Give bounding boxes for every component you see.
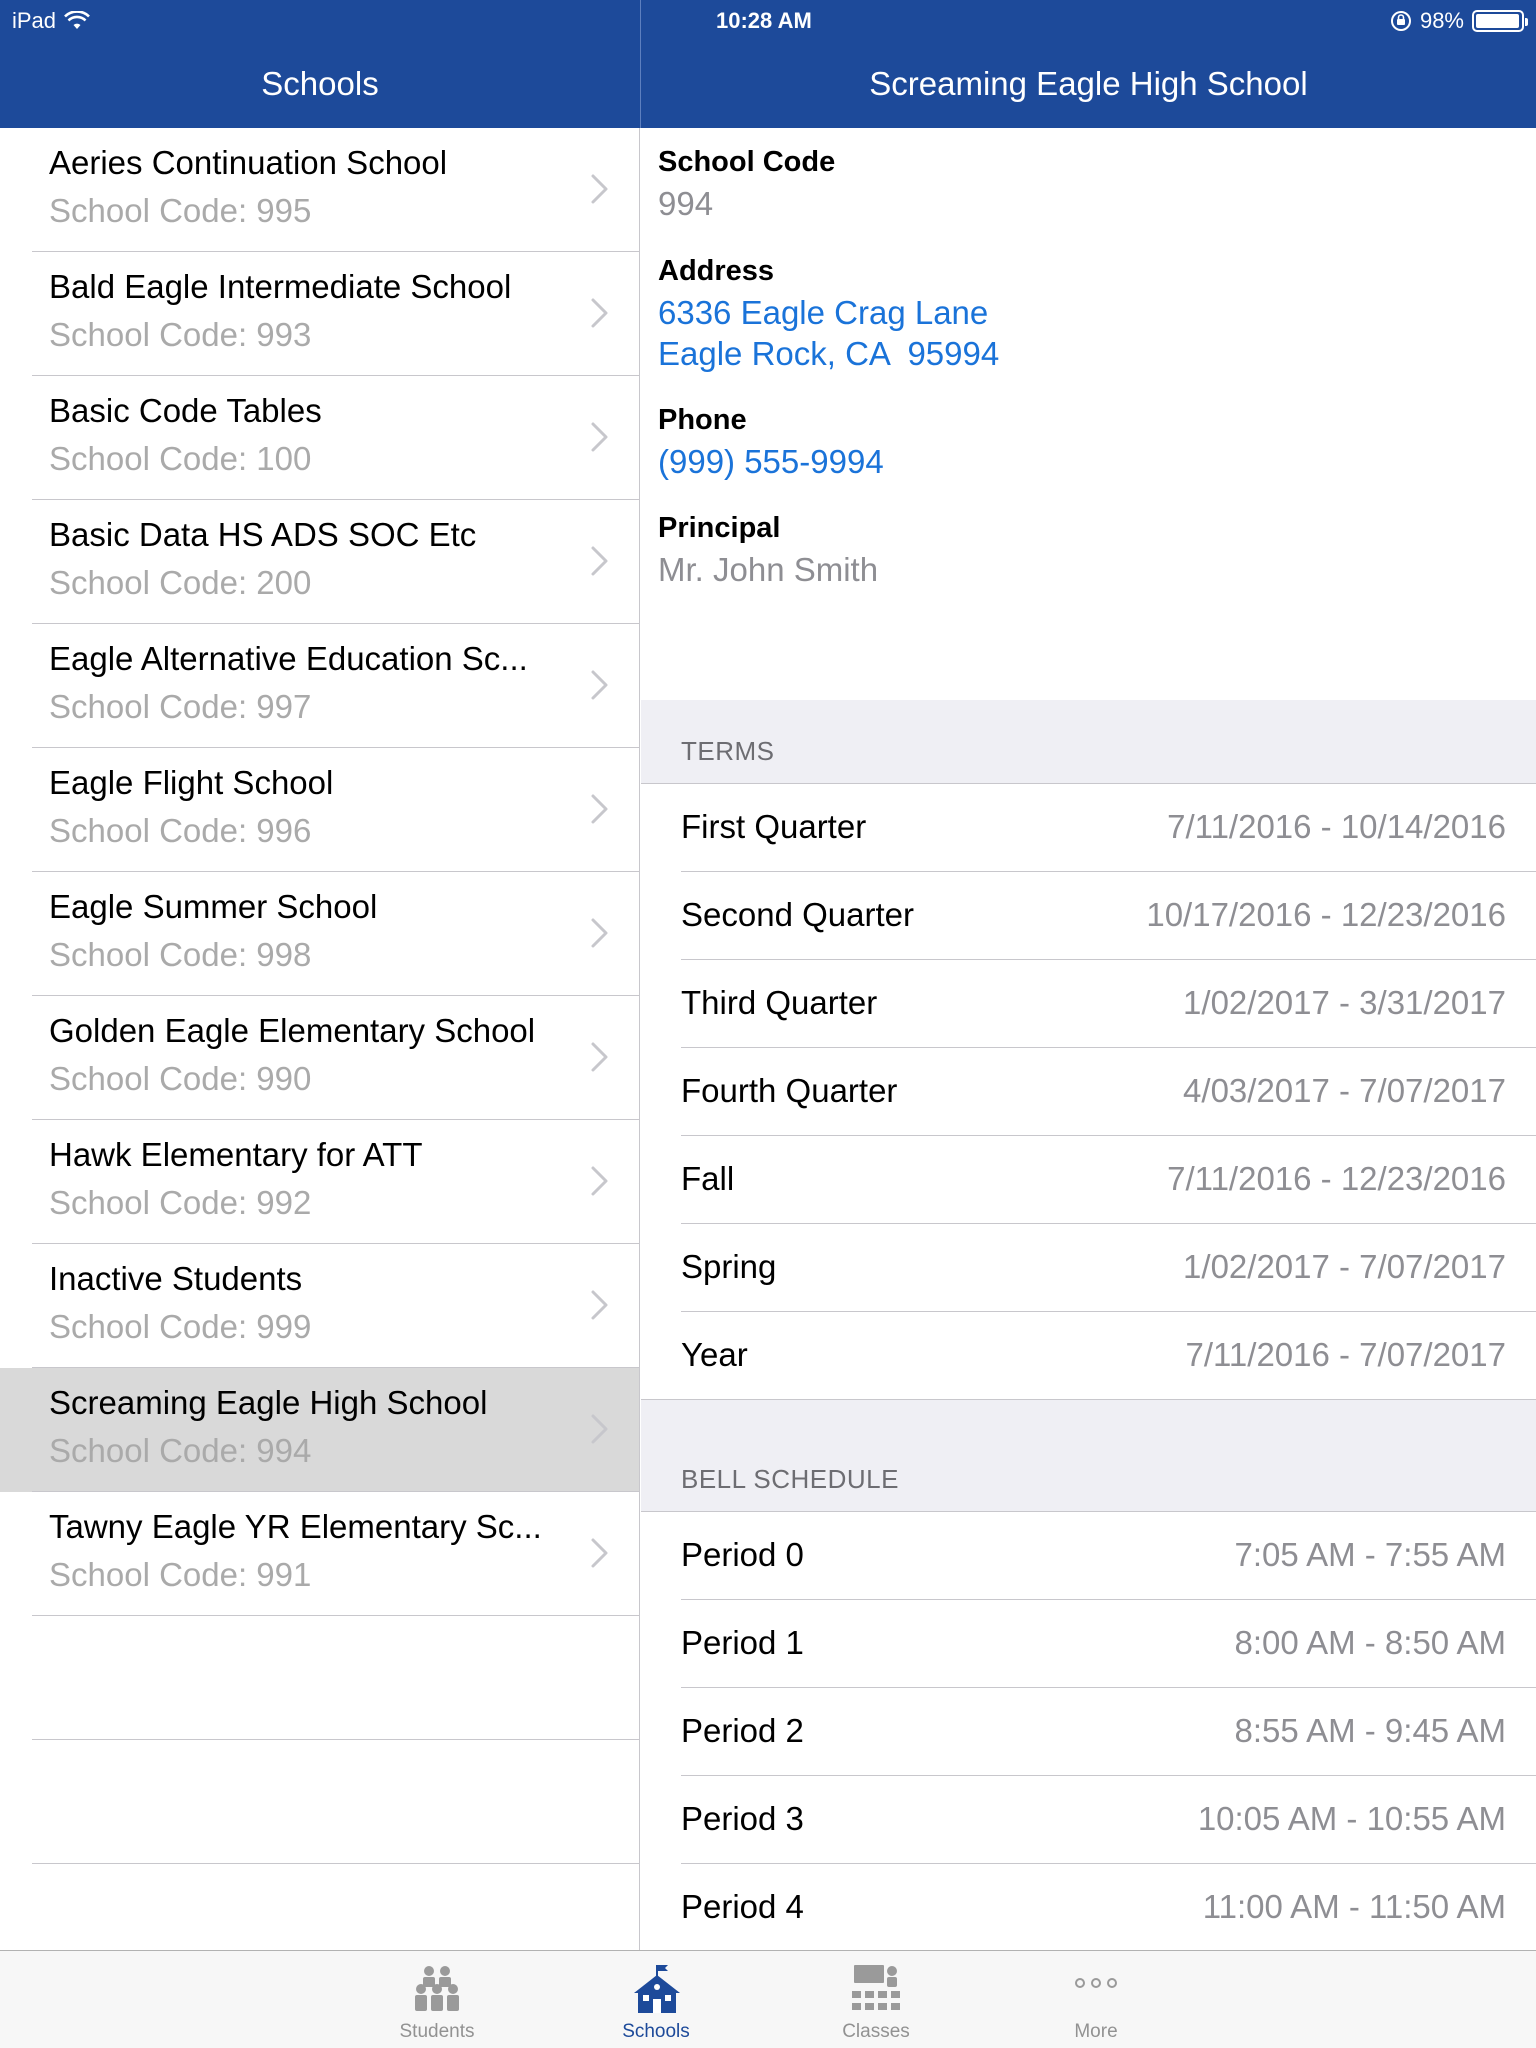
chevron-right-icon — [589, 420, 611, 454]
school-name: Basic Code Tables — [49, 392, 322, 429]
term-row-range: 7/11/2016 - 7/07/2017 — [1185, 1336, 1506, 1373]
school-code: School Code: 999 — [49, 1308, 312, 1345]
bell-schedule-list — [641, 1512, 1536, 1950]
term-row — [641, 1136, 1536, 1224]
tab-more-label: More — [1074, 2021, 1118, 2042]
school-row[interactable] — [0, 376, 639, 500]
term-row-range: 7/11/2016 - 12/23/2016 — [1167, 1160, 1506, 1197]
phone-link[interactable]: (999) 555-9994 — [658, 443, 884, 480]
tab-students-label: Students — [399, 2021, 475, 2042]
school-row[interactable] — [0, 1368, 639, 1492]
school-code: School Code: 996 — [49, 812, 312, 849]
school-code: School Code: 997 — [49, 688, 312, 725]
tab-classes[interactable] — [791, 1951, 961, 2048]
period-row — [641, 1512, 1536, 1600]
term-row-range: 7/11/2016 - 10/14/2016 — [1167, 808, 1506, 845]
school-row[interactable] — [0, 500, 639, 624]
address-line1-link[interactable]: 6336 Eagle Crag Lane — [658, 294, 989, 331]
tab-schools[interactable] — [571, 1951, 741, 2048]
school-row[interactable] — [0, 252, 639, 376]
school-code: School Code: 100 — [49, 440, 312, 477]
chevron-right-icon — [589, 792, 611, 826]
bell-header-label: BELL SCHEDULE — [681, 1464, 899, 1494]
school-name: Eagle Alternative Education Sc... — [49, 640, 528, 677]
terms-list — [641, 784, 1536, 1400]
period-row — [641, 1864, 1536, 1950]
status-right — [1390, 8, 1524, 34]
term-row-range: 1/02/2017 - 3/31/2017 — [1183, 984, 1506, 1021]
battery-icon — [1472, 10, 1524, 32]
chevron-right-icon — [589, 1040, 611, 1074]
term-row — [641, 1224, 1536, 1312]
school-code: School Code: 998 — [49, 936, 312, 973]
school-code: School Code: 995 — [49, 192, 312, 229]
term-row-name: Year — [681, 1336, 748, 1373]
period-row-name: Period 4 — [681, 1888, 804, 1925]
period-row-range: 7:05 AM - 7:55 AM — [1234, 1536, 1506, 1573]
chevron-right-icon — [589, 1536, 611, 1570]
term-row-name: Third Quarter — [681, 984, 878, 1021]
period-row-range: 10:05 AM - 10:55 AM — [1197, 1800, 1506, 1837]
wifi-icon — [64, 11, 90, 31]
school-name: Aeries Continuation School — [49, 144, 448, 181]
tab-schools-label: Schools — [622, 2021, 690, 2042]
period-row-range: 8:55 AM - 9:45 AM — [1234, 1712, 1506, 1749]
school-code-block — [658, 146, 1520, 225]
school-row[interactable] — [0, 748, 639, 872]
term-row-range: 10/17/2016 - 12/23/2016 — [1146, 896, 1506, 933]
school-row[interactable] — [0, 624, 639, 748]
chevron-right-icon — [589, 1164, 611, 1198]
empty-row — [0, 1616, 639, 1740]
school-row[interactable] — [0, 128, 639, 252]
school-name: Inactive Students — [49, 1260, 303, 1297]
schools-icon — [626, 1963, 686, 2015]
school-code: School Code: 992 — [49, 1184, 312, 1221]
period-row-range: 8:00 AM - 8:50 AM — [1234, 1624, 1506, 1661]
school-code: School Code: 994 — [49, 1432, 312, 1469]
status-time: 10:28 AM — [716, 8, 812, 33]
term-row — [641, 784, 1536, 872]
term-row-name: Fourth Quarter — [681, 1072, 898, 1109]
chevron-right-icon — [589, 1412, 611, 1446]
students-icon — [407, 1963, 467, 2015]
school-code: School Code: 993 — [49, 316, 312, 353]
term-row — [641, 1048, 1536, 1136]
period-row-name: Period 2 — [681, 1712, 804, 1749]
top-bar — [0, 0, 1536, 128]
period-row-range: 11:00 AM - 11:50 AM — [1202, 1888, 1506, 1925]
school-name: Hawk Elementary for ATT — [49, 1136, 423, 1173]
more-icon — [1066, 1963, 1126, 2015]
row-separator — [641, 1399, 1536, 1400]
school-name: Basic Data HS ADS SOC Etc — [49, 516, 477, 553]
chevron-right-icon — [589, 296, 611, 330]
row-separator — [32, 1863, 639, 1864]
school-name: Tawny Eagle YR Elementary Sc... — [49, 1508, 542, 1545]
term-row-name: Second Quarter — [681, 896, 914, 933]
address-label: Address — [658, 255, 775, 287]
phone-label: Phone — [658, 404, 747, 436]
tab-classes-label: Classes — [842, 2021, 910, 2042]
period-row-name: Period 1 — [681, 1624, 804, 1661]
schools-list — [0, 128, 640, 1950]
chevron-right-icon — [589, 172, 611, 206]
school-info — [641, 128, 1536, 700]
classes-icon — [846, 1963, 906, 2015]
school-code: School Code: 200 — [49, 564, 312, 601]
status-carrier — [12, 8, 90, 34]
school-row[interactable] — [0, 996, 639, 1120]
term-row — [641, 960, 1536, 1048]
principal-block — [658, 512, 1520, 591]
battery-percent: 98% — [1419, 8, 1464, 33]
term-row — [641, 872, 1536, 960]
term-row-name: First Quarter — [681, 808, 867, 845]
tab-bar — [0, 1950, 1536, 2048]
empty-row — [0, 1740, 639, 1864]
chevron-right-icon — [589, 668, 611, 702]
period-row — [641, 1688, 1536, 1776]
term-row — [641, 1312, 1536, 1400]
bell-schedule-section-header — [641, 1400, 1536, 1512]
period-row — [641, 1776, 1536, 1864]
school-row[interactable] — [0, 1492, 639, 1616]
chevron-right-icon — [589, 916, 611, 950]
tab-more[interactable] — [1011, 1951, 1181, 2048]
school-row[interactable] — [0, 872, 639, 996]
chevron-right-icon — [589, 544, 611, 578]
term-row-name: Fall — [681, 1160, 735, 1197]
school-name: Eagle Flight School — [49, 764, 334, 801]
carrier-label: iPad — [12, 8, 57, 33]
terms-header-label: TERMS — [681, 736, 775, 766]
principal-value: Mr. John Smith — [658, 551, 879, 588]
term-row-name: Spring — [681, 1248, 777, 1285]
school-row[interactable] — [0, 1120, 639, 1244]
address-block — [658, 255, 1520, 374]
school-name: Eagle Summer School — [49, 888, 378, 925]
term-row-range: 4/03/2017 - 7/07/2017 — [1183, 1072, 1506, 1109]
status-bar — [0, 0, 1536, 40]
detail-nav-title: Screaming Eagle High School — [869, 65, 1308, 102]
phone-block — [658, 404, 1520, 482]
school-name: Golden Eagle Elementary School — [49, 1012, 536, 1049]
period-row-name: Period 0 — [681, 1536, 804, 1573]
chevron-right-icon — [589, 1288, 611, 1322]
period-row-name: Period 3 — [681, 1800, 804, 1837]
school-name: Screaming Eagle High School — [49, 1384, 488, 1421]
tab-students[interactable] — [352, 1951, 522, 2048]
school-row[interactable] — [0, 1244, 639, 1368]
principal-label: Principal — [658, 512, 781, 544]
terms-section-header — [641, 700, 1536, 784]
school-code-label: School Code — [658, 146, 836, 178]
school-code-value: 994 — [658, 185, 714, 222]
master-nav-title: Schools — [261, 65, 379, 102]
period-row — [641, 1600, 1536, 1688]
address-line2-link[interactable]: Eagle Rock, CA 95994 — [658, 335, 1000, 372]
school-code: School Code: 990 — [49, 1060, 312, 1097]
school-name: Bald Eagle Intermediate School — [49, 268, 512, 305]
term-row-range: 1/02/2017 - 7/07/2017 — [1183, 1248, 1506, 1285]
orientation-lock-icon — [1390, 10, 1412, 32]
school-code: School Code: 991 — [49, 1556, 312, 1593]
school-detail — [641, 128, 1536, 1950]
